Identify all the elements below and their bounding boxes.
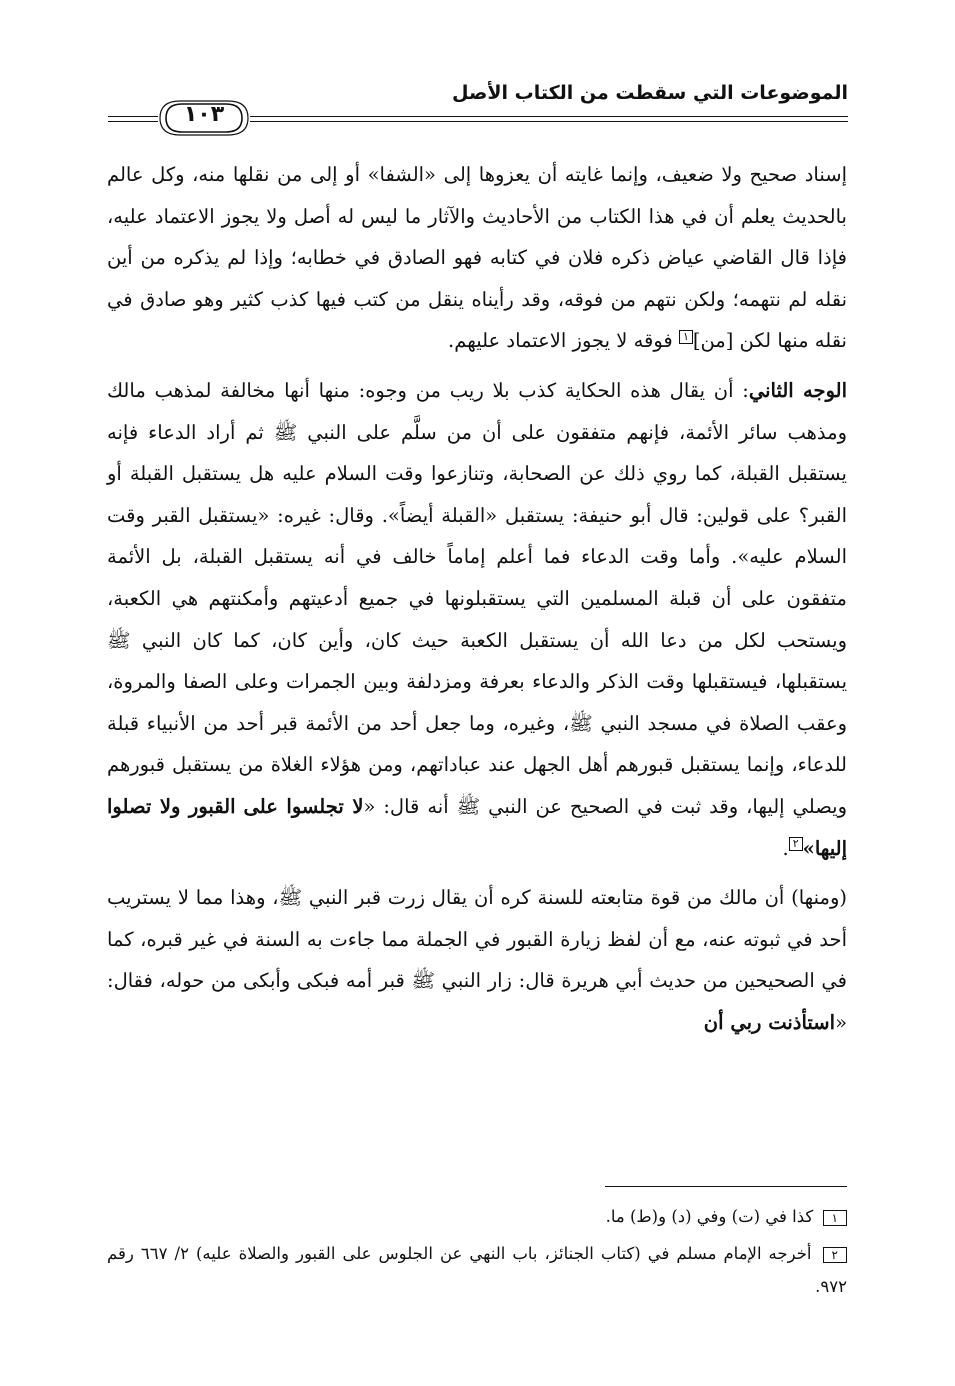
text-line: : أن يقال هذه الحكاية كذب بلا ريب من وجوه: منها أنها <box>284 378 749 402</box>
text-line: كما كان النبي ﷺ يستقبلها، فيستقبلها وقت الذكر والدعاء بعرفة ومزدلفة وبين <box>107 628 848 694</box>
text-line: (ومنها) أن مالك من قوة متابعته للسنة كره أن يقال زرت قبر النبي ﷺ، <box>272 886 847 910</box>
text-line: منه، وكل عالم بالحديث يعلم أن في هذا الكتاب من الأحاديث والآثار ما <box>107 163 847 228</box>
hadith-text: استأذنت ربي أن <box>703 1010 836 1034</box>
footnote-number: ٢ <box>823 1247 847 1263</box>
footnote-separator <box>605 1186 847 1187</box>
text-line: مما جاءت به السنة في غير قبره، كما في الصحيحين من حديث أبي هريرة <box>107 927 847 993</box>
text-line: الكعبة، ويستحب لكل من دعا الله أن يستقبل الكعبة حيث كان، وأين كان، <box>107 586 847 652</box>
text-line: من فوقه، وقد رأيناه ينقل من كتب فيها كذب كثير وهو صادق في نقله منها <box>107 287 847 353</box>
text-line: فوقه لا يجوز الاعتماد عليهم. <box>448 329 679 353</box>
quote-close: » <box>802 836 815 860</box>
text-line: على النبي ﷺ ثم أراد الدعاء فإنه يستقبل القبلة، كما روي ذلك عن الصحابة، <box>107 420 847 486</box>
page-header <box>108 80 848 140</box>
header-double-rule-left <box>108 116 158 122</box>
text-line: قال: زار النبي ﷺ قبر أمه فبكى وأبكى من حوله، فقال: « <box>107 969 847 1034</box>
paragraph-3 <box>107 877 847 1043</box>
footnote-ref-2[interactable]: ٢ <box>789 837 803 851</box>
text-line: لكن [من] <box>692 329 772 353</box>
text-line: مخالفة لمذهب مالك ومذهب سائر الأئمة، فإنهم متفقون على أن من سلَّم <box>107 378 847 444</box>
text-line: الجمرات وعلى الصفا والمروة، وعقب الصلاة في مسجد النبي ﷺ، وغيره، <box>107 670 847 735</box>
text-line: وما جعل أحد من الأئمة قبر أحد من الأنبياء قبلة للدعاء، وإنما يستقبل <box>107 711 848 777</box>
text-line: ويصلي إليها، وقد ثبت في الصحيح عن النبي ﷺ أنه قال: « <box>363 794 847 818</box>
footnote-text: أخرجه الإمام مسلم في (كتاب الجنائز، باب النهي عن الجلوس على القبور والصلاة عليه) ٢/ ٦٦٧ رقم ٩٧٢. <box>107 1244 847 1296</box>
page-number-ornament <box>156 100 252 136</box>
text-line: إسناد صحيح ولا ضعيف، وإنما غايته أن يعزوها إلى «الشفا» أو إلى من نقلها <box>232 163 847 186</box>
footnote-number: ١ <box>823 1210 847 1226</box>
section-lead: الوجه الثاني <box>748 378 847 402</box>
sentence-end: . <box>782 836 789 860</box>
text-line: وتنازعوا وقت السلام عليه هل يستقبل القبلة أو القبر؟ على قولين: قال أبو <box>107 462 848 527</box>
footnotes <box>107 1200 847 1307</box>
footnote-1 <box>107 1200 847 1233</box>
paragraph-2 <box>107 370 847 869</box>
text-line: قبورهم أهل الجهل عند عباداتهم، ومن هؤلاء الغلاة من يستقبل قبورهم <box>107 753 674 777</box>
running-title: الموضوعات التي سقطت من الكتاب الأصل <box>452 82 848 104</box>
footnote-2 <box>107 1237 847 1303</box>
hadith-text: القبور ولا تصلوا إليها <box>107 794 847 860</box>
page-number: ١٠٣ <box>183 102 225 127</box>
hadith-text: لا تجلسوا على <box>243 794 364 818</box>
text-line: كتابه فهو الصادق في خطابه؛ وإذا لم يذكره من أين نقله لم نتهمه؛ ولكن نتهم <box>107 246 848 311</box>
text-line: حنيفة: يستقبل «القبلة أيضاً». وقال: غيره: «يستقبل القبر وقت السلام عليه». <box>107 503 847 569</box>
text-line: متفقون على أن قبلة المسلمين التي يستقبلونها في جميع أدعيتهم وأمكنتهم هي <box>171 586 847 610</box>
header-double-rule <box>250 116 848 122</box>
paragraph-1 <box>107 154 847 362</box>
text-line: وأما وقت الدعاء فما أعلم إماماً خالف في أنه يستقبل القبلة، بل الأئمة <box>107 545 721 569</box>
footnote-text: كذا في (ت) وفي (د) و(ط) ما. <box>605 1207 814 1226</box>
text-line: وهذا مما لا يستريب أحد في ثبوته عنه، مع أن لفظ زيارة القبور في الجملة <box>107 886 848 951</box>
text-line: ليس له أصل ولا يجوز الاعتماد عليه، فإذا قال القاضي عياض ذكره فلان في <box>107 204 848 270</box>
main-text <box>107 154 847 1043</box>
footnote-ref-1[interactable]: ١ <box>679 330 693 344</box>
